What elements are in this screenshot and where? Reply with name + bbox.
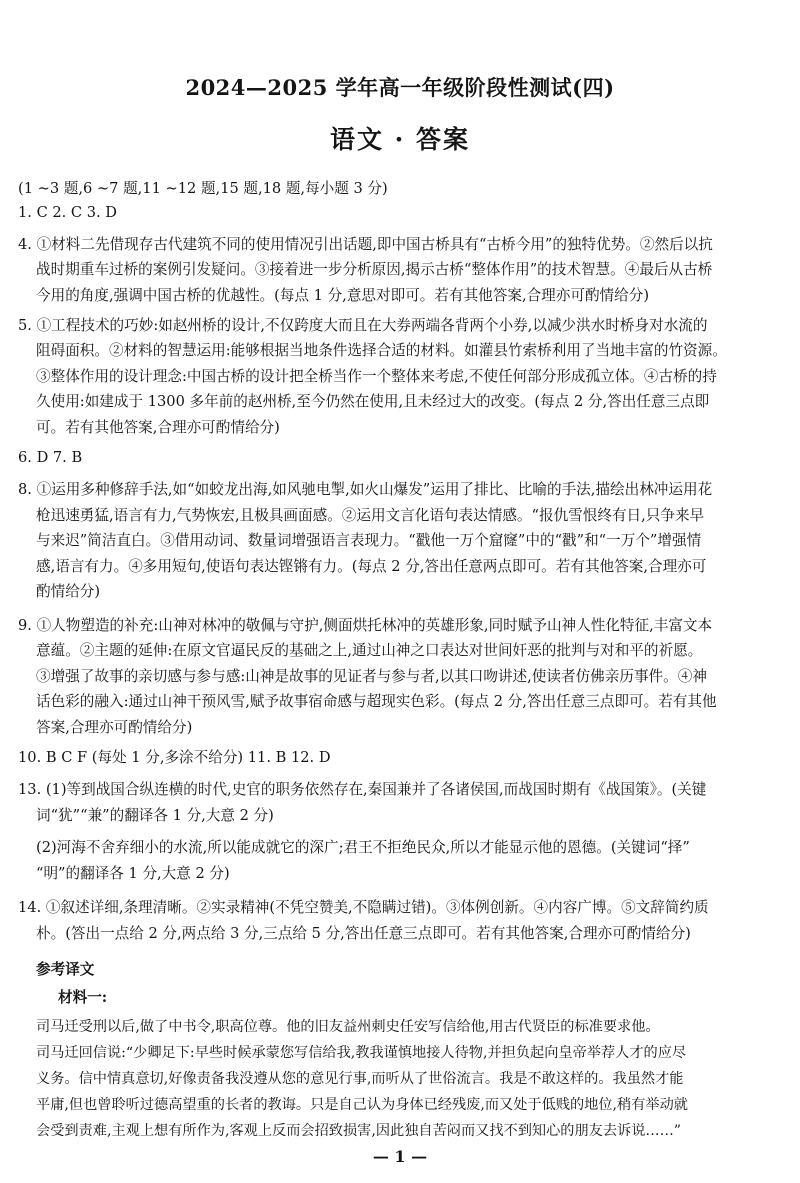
answer-line: 意蕴。②主题的延伸:在原文官逼民反的基础之上,通过山神之口表达对世间奸恶的批判与对和平的祈愿。	[36, 642, 703, 659]
answer-line: ③增强了故事的亲切感与参与感:山神是故事的见证者与参与者,以其口吻讲述,使读者仿佛亲历事件。④神	[36, 668, 707, 685]
page-number: — 1 —	[372, 1147, 428, 1166]
answer-line: 战时期重车过桥的案例引发疑问。③接着进一步分析原因,揭示古桥“整体作用”的技术智慧。④最后从古桥	[36, 261, 713, 278]
answer-line: 9. ①人物塑造的补充:山神对林冲的敬佩与守护,侧面烘托林冲的英雄形象,同时赋予山神人性化特征,丰富文本	[18, 617, 713, 634]
answer-line: 今用的角度,强调中国古桥的优越性。(每点 1 分,意思对即可。若有其他答案,合理亦可酌情给分)	[36, 287, 650, 304]
translation-line: 司马迁回信说:“少卿足下:早些时候承蒙您写信给我,教我谨慎地接人待物,并担负起向皇帝举荐人才的应尽	[36, 1045, 687, 1061]
scoring-note: (1 ~3 题,6 ~7 题,11 ~12 题,15 题,18 题,每小题 3 分)	[18, 180, 388, 197]
answer-line: 朴。(答出一点给 2 分,两点给 3 分,三点给 5 分,答出任意三点即可。若有其他答案,合理亦可酌情给分)	[36, 925, 691, 942]
answer-line: 4. ①材料二先借现存古代建筑不同的使用情况引出话题,即中国古桥具有“古桥今用”的独特优势。②然后以抗	[18, 236, 713, 253]
answer-line: ③整体作用的设计理念:中国古桥的设计把全桥当作一个整体来考虑,不使任何部分形成孤立体。④古桥的持	[36, 368, 717, 385]
answer-line: 话色彩的融入:通过山神干预风雪,赋予故事宿命感与超现实色彩。(每点 2 分,答出任意三点即可。若有其他	[36, 693, 717, 710]
answer-line: 13. (1)等到战国合纵连横的时代,史官的职务依然存在,秦国兼并了各诸侯国,而战国时期有《战国策》。(关键	[18, 781, 707, 798]
answer-line: (2)河海不舍弃细小的水流,所以能成就它的深广;君王不拒绝民众,所以才能显示他的恩德。(关键词“择”	[36, 839, 690, 856]
translation-line: 义务。信中情真意切,好像责备我没遵从您的意见行事,而听从了世俗流言。我是不敢这样的。我虽然才能	[36, 1071, 684, 1087]
answer-line: 14. ①叙述详细,条理清晰。②实录精神(不凭空赞美,不隐瞒过错)。③体例创新。④内容广博。⑤文辞简约质	[18, 899, 709, 916]
translation-line: 会受到责难,主观上想有所作为,客观上反而会招致损害,因此独自苦闷而又找不到知心的朋友去诉说……”	[36, 1123, 682, 1139]
translation-line: 平庸,但也曾聆听过德高望重的长者的教诲。只是自己认为身体已经残废,而又处于低贱的地位,稍有举动就	[36, 1097, 688, 1113]
answer-line: 枪迅速勇猛,语言有力,气势恢宏,且极具画面感。②运用文言化语句表达情感。“报仇雪恨终有日,只争来早	[36, 507, 705, 524]
translation-line: 司马迁受刑以后,做了中书令,职高位尊。他的旧友益州刺史任安写信给他,用古代贤臣的标准要求他。	[36, 1019, 660, 1035]
answer-line: 5. ①工程技术的巧妙:如赵州桥的设计,不仅跨度大而且在大券两端各背两个小券,以减少洪水时桥身对水流的	[18, 317, 708, 334]
answer-line: 8. ①运用多种修辞手法,如“如蛟龙出海,如风驰电掣,如火山爆发”运用了排比、比喻的手法,描绘出林冲运用花	[18, 481, 713, 498]
page-subtitle: 语文 · 答案	[329, 125, 471, 154]
answer-line: 可。若有其他答案,合理亦可酌情给分)	[36, 419, 280, 436]
answer-line: 酌情给分)	[36, 583, 101, 600]
answer-line: 6. D 7. B	[18, 449, 83, 466]
answer-line: 感,语言有力。④多用短句,使语句表达铿锵有力。(每点 2 分,答出任意两点即可。若有其他答案,合理亦可	[36, 558, 707, 575]
answer-line: 10. B C F (每处 1 分,多涂不给分) 11. B 12. D	[18, 749, 331, 766]
reference-translation-heading: 参考译文	[36, 961, 95, 978]
answer-line: 答案,合理亦可酌情给分)	[36, 719, 193, 736]
answer-line: 久使用:如建成于 1300 多年前的赵州桥,至今仍然在使用,且未经过大的改变。(每点 2 分,答出任意三点即	[36, 393, 710, 410]
answer-line: 阻碍面积。②材料的智慧运用:能够根据当地条件选择合适的材料。如灌县竹索桥利用了当地丰富的竹资源。	[36, 342, 727, 359]
material-one-heading: 材料一:	[58, 989, 108, 1006]
page-title: 2024—2025 学年高一年级阶段性测试(四)	[185, 75, 615, 100]
answer-line: 与来迟”简洁直白。③借用动词、数量词增强语言表现力。“戳他一万个窟窿”中的“戳”和“一万个”增强情	[36, 532, 702, 549]
answer-line: 1. C 2. C 3. D	[18, 204, 117, 221]
answer-line: 词“犹”“兼”的翻译各 1 分,大意 2 分)	[36, 807, 274, 824]
answer-line: “明”的翻译各 1 分,大意 2 分)	[36, 865, 230, 882]
